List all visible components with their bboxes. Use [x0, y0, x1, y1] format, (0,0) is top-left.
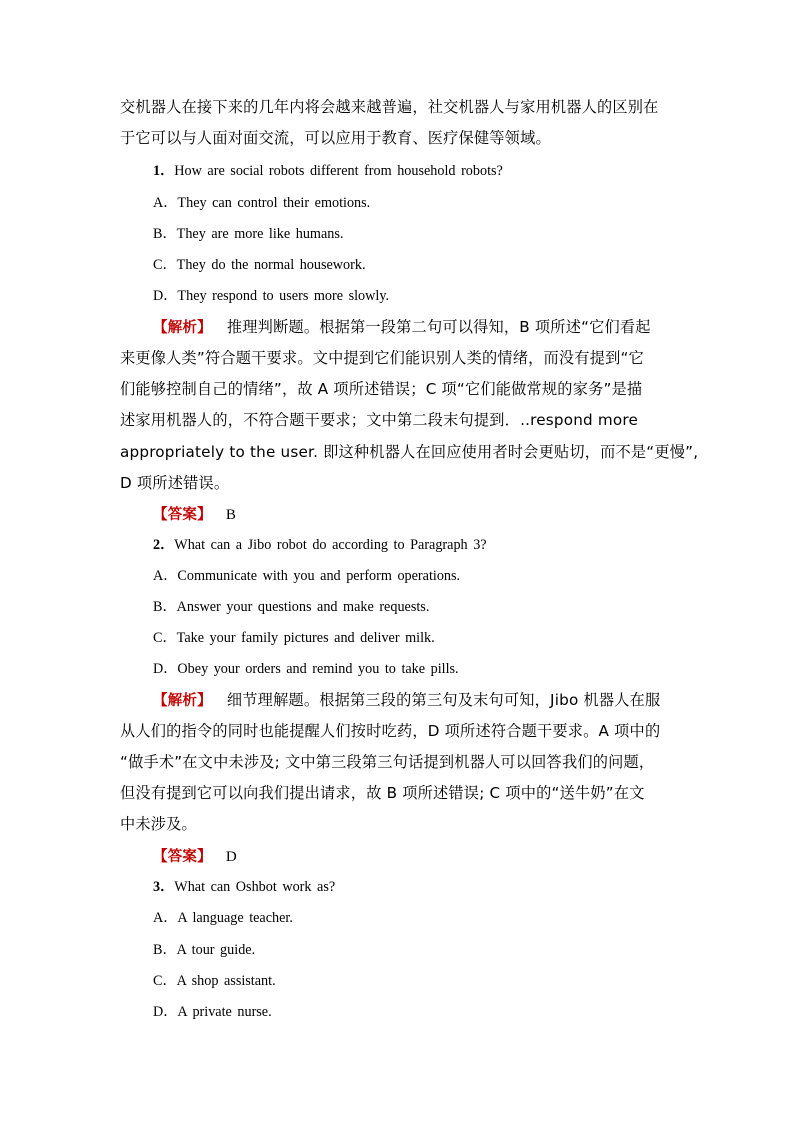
analysis-tag: 【解析】	[153, 693, 212, 709]
question-stem: What can a Jibo robot do according to Paragraph 3?	[174, 537, 487, 553]
q1-option-d: D．They respond to users more slowly.	[153, 288, 390, 304]
q2-option-c: C．Take your family pictures and deliver milk.	[153, 630, 435, 646]
analysis-tag: 【解析】	[153, 320, 212, 336]
q2-analysis-line-3: “做手术”在文中未涉及; 文中第三段第三句话提到机器人可以回答我们的问题，	[120, 753, 655, 771]
question-number: 2．	[153, 537, 175, 553]
q2-analysis-line-4: 但没有提到它可以向我们提出请求，故 B 项所述错误; C 项中的“送牛奶”在文	[120, 784, 645, 802]
question-1	[153, 160, 503, 180]
q3-option-d: D．A private nurse.	[153, 1004, 272, 1020]
answer-value: B	[225, 507, 237, 523]
q2-answer	[153, 845, 237, 866]
q1-option-c: C．They do the normal housework.	[153, 257, 366, 273]
answer-tag: 【答案】	[153, 849, 212, 865]
q2-analysis-line-2: 从人们的指令的同时也能提醒人们按时吃药，D 项所述符合题干要求。A 项中的	[120, 722, 661, 740]
q3-option-c: C．A shop assistant.	[153, 973, 276, 989]
q2-analysis-line-1: 【解析】 细节理解题。根据第三段的第三句及末句可知，Jibo 机器人在服	[153, 691, 661, 709]
q3-option-b: B．A tour guide.	[153, 942, 256, 958]
q1-analysis-line-2: 来更像人类”符合题干要求。文中提到它们能识别人类的情绪，而没有提到“它	[120, 349, 644, 367]
q2-option-b: B．Answer your questions and make requests.	[153, 599, 430, 615]
q1-analysis-line-6: D 项所述错误。	[120, 474, 230, 492]
intro-line-1: 交机器人在接下来的几年内将会越来越普遍，社交机器人与家用机器人的区别在	[120, 98, 659, 116]
question-2	[153, 534, 487, 554]
question-stem: What can Oshbot work as?	[174, 879, 336, 895]
q1-analysis-line-3: 们能够控制自己的情绪”，故 A 项所述错误；C 项“它们能做常规的家务”是描	[120, 380, 643, 398]
q1-answer	[153, 503, 236, 524]
answer-tag: 【答案】	[153, 507, 212, 523]
q2-analysis-line-5: 中未涉及。	[120, 815, 197, 833]
question-number: 3．	[153, 879, 175, 895]
question-3	[153, 876, 335, 896]
q2-option-d: D．Obey your orders and remind you to take pills.	[153, 661, 459, 677]
q1-option-a: A．They can control their emotions.	[153, 195, 371, 211]
question-number: 1．	[153, 163, 175, 179]
answer-value: D	[225, 849, 237, 865]
q1-analysis-line-5: appropriately to the user. 即这种机器人在回应使用者时会更贴切，而不是“更慢”,	[120, 443, 699, 461]
q1-analysis-line-1: 【解析】 推理判断题。根据第一段第二句可以得知，B 项所述“它们看起	[153, 318, 651, 336]
q3-option-a: A．A language teacher.	[153, 910, 293, 926]
q1-option-b: B．They are more like humans.	[153, 226, 344, 242]
q2-option-a: A．Communicate with you and perform operations.	[153, 568, 461, 584]
q1-analysis-line-4: 述家用机器人的，不符合题干要求；文中第二段末句提到．..respond more	[120, 411, 639, 429]
intro-line-2: 于它可以与人面对面交流，可以应用于教育、医疗保健等领域。	[120, 129, 551, 147]
question-stem: How are social robots different from household robots?	[174, 163, 503, 179]
